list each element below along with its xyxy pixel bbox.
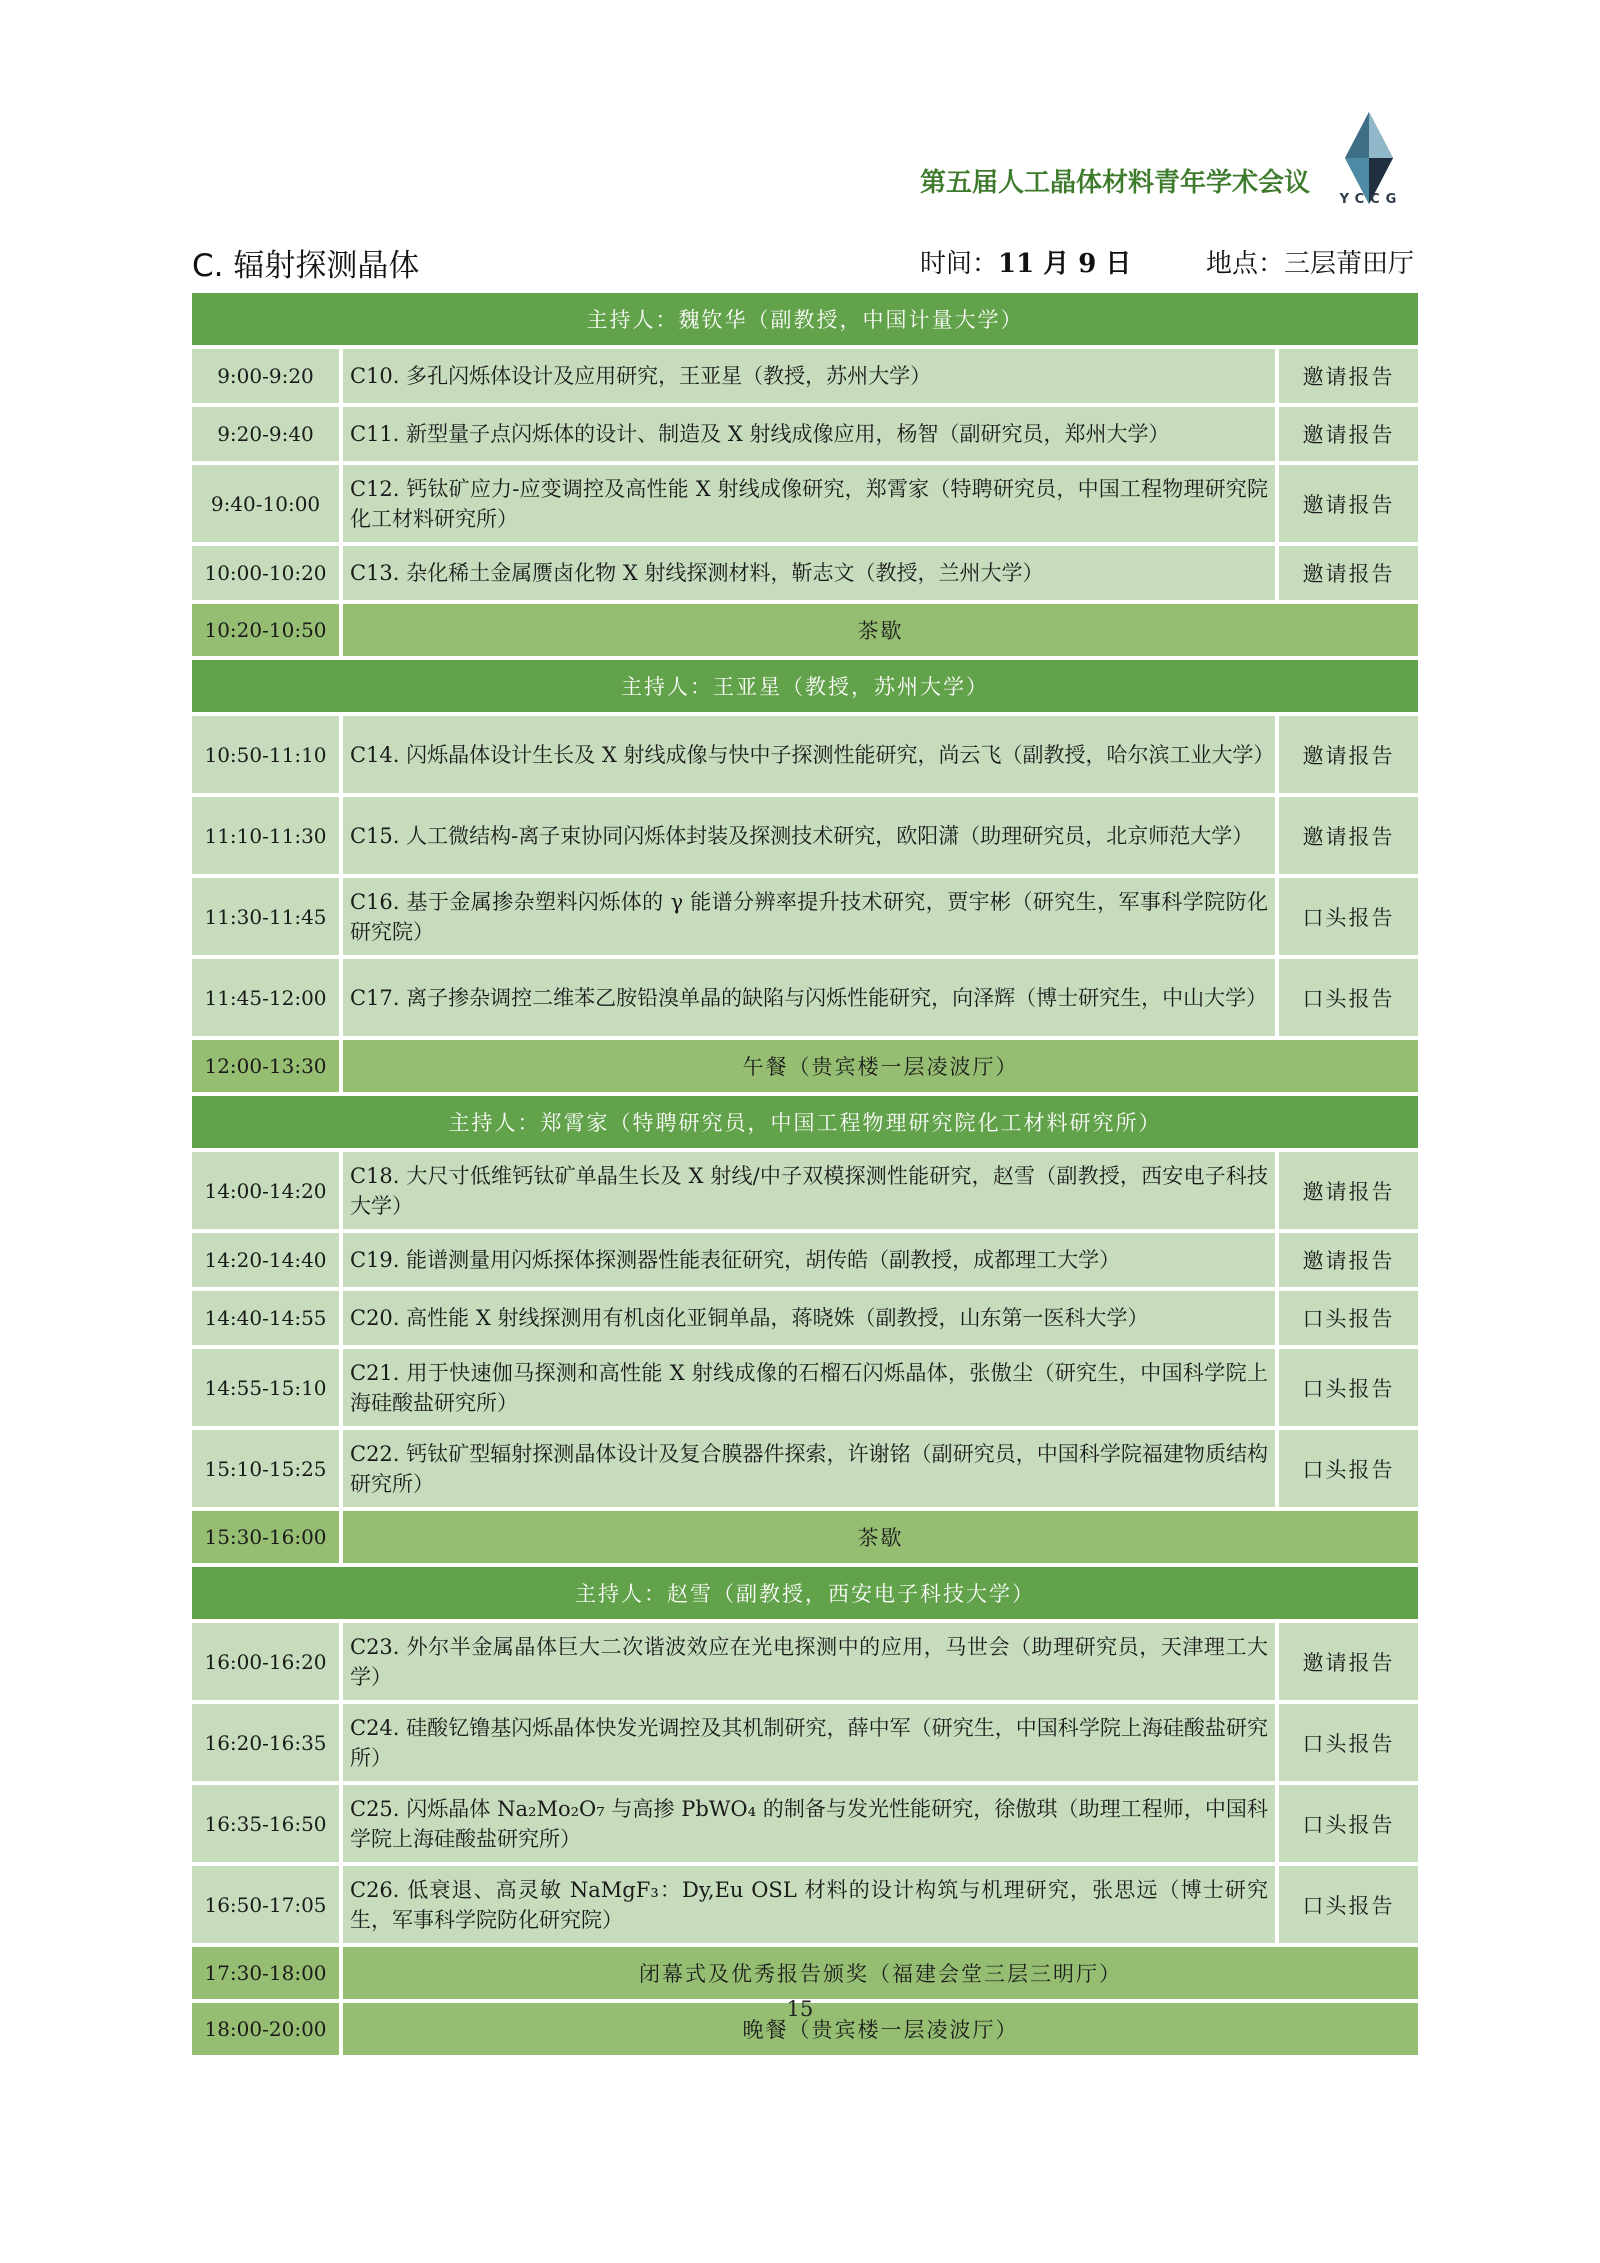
date-label: 时间： <box>919 249 998 279</box>
talk-type: 口头报告 <box>1279 1291 1418 1345</box>
break-time: 15:30-16:00 <box>192 1511 343 1563</box>
talk-title: C16. 基于金属掺杂塑料闪烁体的 γ 能谱分辨率提升技术研究，贾宇彬（研究生，军事科学院防化研究院） <box>343 878 1279 955</box>
conference-title: 第五届人工晶体材料青年学术会议 <box>919 168 1310 198</box>
talk-row <box>192 878 1418 955</box>
talk-row <box>192 349 1418 403</box>
talk-title: C13. 杂化稀土金属赝卤化物 X 射线探测材料，靳志文（教授，兰州大学） <box>343 546 1279 600</box>
talk-row <box>192 546 1418 600</box>
talk-time: 15:10-15:25 <box>192 1430 343 1507</box>
talk-type: 邀请报告 <box>1279 1623 1418 1700</box>
talk-row <box>192 1623 1418 1700</box>
talk-row <box>192 1866 1418 1943</box>
talk-type: 邀请报告 <box>1279 407 1418 461</box>
break-time: 18:00-20:00 <box>192 2003 343 2055</box>
talk-title: C17. 离子掺杂调控二维苯乙胺铅溴单晶的缺陷与闪烁性能研究，向泽辉（博士研究生，中山大学） <box>343 959 1279 1036</box>
session-host: 主持人：魏钦华（副教授，中国计量大学） <box>192 293 1418 345</box>
talk-title: C15. 人工微结构-离子束协同闪烁体封装及探测技术研究，欧阳潇（助理研究员，北京师范大学） <box>343 797 1279 874</box>
break-label: 午餐（贵宾楼一层凌波厅） <box>343 1040 1418 1092</box>
schedule-table <box>192 289 1418 2059</box>
talk-title: C25. 闪烁晶体 Na₂Mo₂O₇ 与高掺 PbWO₄ 的制备与发光性能研究，徐傲琪（助理工程师，中国科学院上海硅酸盐研究所） <box>343 1785 1279 1862</box>
talk-time: 14:00-14:20 <box>192 1152 343 1229</box>
talk-type: 口头报告 <box>1279 1349 1418 1426</box>
break-row <box>192 1511 1418 1563</box>
break-time: 17:30-18:00 <box>192 1947 343 1999</box>
talk-title: C10. 多孔闪烁体设计及应用研究，王亚星（教授，苏州大学） <box>343 349 1279 403</box>
page-number: 15 <box>786 1997 814 2021</box>
session-meta <box>920 243 1414 280</box>
talk-title: C20. 高性能 X 射线探测用有机卤化亚铜单晶，蒋晓姝（副教授，山东第一医科大学） <box>343 1291 1279 1345</box>
talk-time: 16:00-16:20 <box>192 1623 343 1700</box>
talk-title: C23. 外尔半金属晶体巨大二次谐波效应在光电探测中的应用，马世会（助理研究员，天津理工大学） <box>343 1623 1279 1700</box>
section-title: C. 辐射探测晶体 <box>192 248 420 284</box>
talk-type: 口头报告 <box>1279 1430 1418 1507</box>
talk-title: C24. 硅酸钇镥基闪烁晶体快发光调控及其机制研究，薛中军（研究生，中国科学院上海硅酸盐研究所） <box>343 1704 1279 1781</box>
break-time: 12:00-13:30 <box>192 1040 343 1092</box>
talk-title: C18. 大尺寸低维钙钛矿单晶生长及 X 射线/中子双模探测性能研究，赵雪（副教授，西安电子科技大学） <box>343 1152 1279 1229</box>
logo-text: YCCG <box>1339 192 1403 207</box>
talk-title: C11. 新型量子点闪烁体的设计、制造及 X 射线成像应用，杨智（副研究员，郑州大学） <box>343 407 1279 461</box>
talk-time: 16:50-17:05 <box>192 1866 343 1943</box>
talk-type: 口头报告 <box>1279 1785 1418 1862</box>
talk-time: 9:40-10:00 <box>192 465 343 542</box>
talk-time: 16:20-16:35 <box>192 1704 343 1781</box>
place-value: 三层莆田厅 <box>1283 249 1414 279</box>
session-host-row <box>192 1096 1418 1148</box>
talk-time: 9:20-9:40 <box>192 407 343 461</box>
session-host: 主持人：王亚星（教授，苏州大学） <box>192 660 1418 712</box>
session-host-row <box>192 660 1418 712</box>
break-row <box>192 1040 1418 1092</box>
talk-row <box>192 1349 1418 1426</box>
session-host-row <box>192 293 1418 345</box>
talk-type: 邀请报告 <box>1279 1233 1418 1287</box>
talk-row <box>192 716 1418 793</box>
talk-row <box>192 465 1418 542</box>
break-time: 10:20-10:50 <box>192 604 343 656</box>
talk-type: 邀请报告 <box>1279 716 1418 793</box>
talk-type: 邀请报告 <box>1279 465 1418 542</box>
session-host: 主持人：郑霄家（特聘研究员，中国工程物理研究院化工材料研究所） <box>192 1096 1418 1148</box>
talk-time: 16:35-16:50 <box>192 1785 343 1862</box>
talk-title: C12. 钙钛矿应力-应变调控及高性能 X 射线成像研究，郑霄家（特聘研究员，中国工程物理研究院化工材料研究所） <box>343 465 1279 542</box>
talk-type: 口头报告 <box>1279 1866 1418 1943</box>
talk-time: 11:45-12:00 <box>192 959 343 1036</box>
talk-row <box>192 1704 1418 1781</box>
talk-row <box>192 1152 1418 1229</box>
talk-type: 口头报告 <box>1279 959 1418 1036</box>
talk-time: 11:10-11:30 <box>192 797 343 874</box>
break-label: 闭幕式及优秀报告颁奖（福建会堂三层三明厅） <box>343 1947 1418 1999</box>
place-label: 地点： <box>1205 249 1284 279</box>
talk-type: 邀请报告 <box>1279 797 1418 874</box>
break-row <box>192 604 1418 656</box>
talk-row <box>192 407 1418 461</box>
session-host: 主持人：赵雪（副教授，西安电子科技大学） <box>192 1567 1418 1619</box>
talk-title: C22. 钙钛矿型辐射探测晶体设计及复合膜器件探索，许谢铭（副研究员，中国科学院福建物质结构研究所） <box>343 1430 1279 1507</box>
talk-time: 14:55-15:10 <box>192 1349 343 1426</box>
talk-row <box>192 959 1418 1036</box>
break-label: 晚餐（贵宾楼一层凌波厅） <box>343 2003 1418 2055</box>
break-row <box>192 1947 1418 1999</box>
break-label: 茶歇 <box>343 604 1418 656</box>
talk-row <box>192 797 1418 874</box>
talk-row <box>192 1233 1418 1287</box>
talk-type: 邀请报告 <box>1279 349 1418 403</box>
talk-type: 邀请报告 <box>1279 1152 1418 1229</box>
talk-title: C19. 能谱测量用闪烁探体探测器性能表征研究，胡传皓（副教授，成都理工大学） <box>343 1233 1279 1287</box>
talk-title: C21. 用于快速伽马探测和高性能 X 射线成像的石榴石闪烁晶体，张傲尘（研究生，中国科学院上海硅酸盐研究所） <box>343 1349 1279 1426</box>
session-host-row <box>192 1567 1418 1619</box>
talk-row <box>192 1785 1418 1862</box>
talk-title: C26. 低衰退、高灵敏 NaMgF₃：Dy,Eu OSL 材料的设计构筑与机理研究，张思远（博士研究生，军事科学院防化研究院） <box>343 1866 1279 1943</box>
talk-type: 邀请报告 <box>1279 546 1418 600</box>
talk-time: 14:40-14:55 <box>192 1291 343 1345</box>
talk-time: 10:00-10:20 <box>192 546 343 600</box>
talk-row <box>192 1430 1418 1507</box>
talk-title: C14. 闪烁晶体设计生长及 X 射线成像与快中子探测性能研究，尚云飞（副教授，哈尔滨工业大学） <box>343 716 1279 793</box>
talk-time: 14:20-14:40 <box>192 1233 343 1287</box>
talk-type: 口头报告 <box>1279 1704 1418 1781</box>
talk-time: 11:30-11:45 <box>192 878 343 955</box>
talk-time: 10:50-11:10 <box>192 716 343 793</box>
talk-time: 9:00-9:20 <box>192 349 343 403</box>
talk-type: 口头报告 <box>1279 878 1418 955</box>
talk-row <box>192 1291 1418 1345</box>
break-label: 茶歇 <box>343 1511 1418 1563</box>
date-value: 11 月 9 日 <box>998 249 1132 279</box>
